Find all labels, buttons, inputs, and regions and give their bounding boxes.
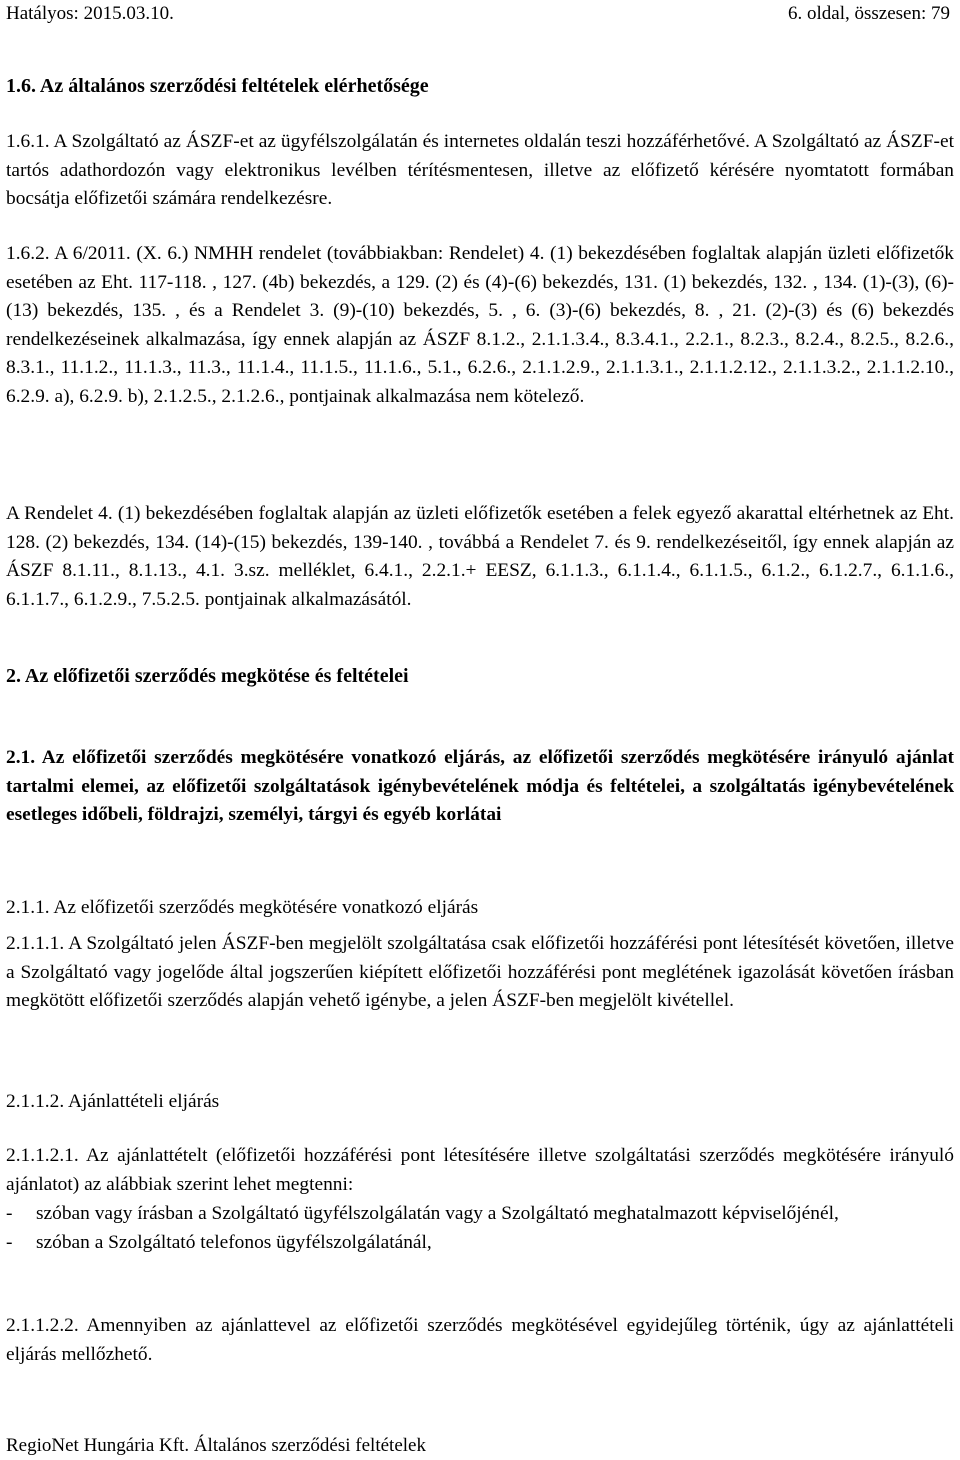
effective-date: Hatályos: 2015.03.10.: [6, 3, 174, 24]
section-2-1-1-1: 2.1.1.1. A Szolgáltató jelen ÁSZF-ben megjelölt szolgáltatása csak előfizetői hozzáférési pont létesítését követően, illetve a Szolgáltató vagy jogelőde által jogszerűen kiépített előfizetői hozzáférési pont meglétének igazolását követően írásban megkötött előfizetői szerződés alapján vehető igénybe, a jelen ÁSZF-ben megjelölt kivétellel.: [6, 933, 954, 1011]
section-2-1-1-2: 2.1.1.2. Ajánlattételi eljárás: [6, 1091, 220, 1112]
page-header: [6, 2, 954, 26]
footer-company: RegioNet Hungária Kft. Általános szerződési feltételek: [6, 1435, 426, 1456]
page-counter: 6. oldal, összesen: 79: [787, 3, 950, 24]
list-item: - szóban a Szolgáltató telefonos ügyfélszolgálatánál,: [6, 1229, 954, 1258]
page-footer: [6, 1434, 954, 1458]
section-2-1-title: 2.1. Az előfizetői szerződés megkötésére vonatkozó eljárás, az előfizetői szerződés megkötésére irányuló ajánlat tartalmi elemei, az előfizetői szolgáltatások igénybevételének módja és feltételei, a szolgáltatás igénybevételének esetleges időbeli, földrajzi, személyi, tárgyi és egyéb korlátai: [6, 747, 954, 825]
section-1-6-title: 1.6. Az általános szerződési feltételek elérhetősége: [6, 75, 429, 97]
section-2-1-1-2-1: 2.1.1.2.1. Az ajánlattételt (előfizetői hozzáférési pont létesítésére illetve szolgáltatási szerződés megkötésére irányuló ajánlatot) az alábbiak szerint lehet megtenni:: [6, 1145, 954, 1195]
rendelet-4-paragraph: A Rendelet 4. (1) bekezdésében foglaltak alapján az üzleti előfizetők esetében a felek egyező akarattal eltérhetnek az Eht. 128. (2) bekezdés, 134. (14)-(15) bekezdés, 139-140. , továbbá a Rendelet 7. és 9. rendelkezéseitől, így ennek alapján az ÁSZF 8.1.11., 8.1.13., 4.1. 3.sz. melléklet, 6.4.1., 2.2.1.+ EESZ, 6.1.1.3., 6.1.1.4., 6.1.1.5., 6.1.2., 6.1.2.7., 6.1.1.6., 6.1.1.7., 6.1.2.9., 7.5.2.5. pontjainak alkalmazásától.: [6, 503, 954, 610]
section-1-6-2: 1.6.2. A 6/2011. (X. 6.) NMHH rendelet (továbbiakban: Rendelet) 4. (1) bekezdésében foglaltak alapján üzleti előfizetők esetében az Eht. 117-118. , 127. (4b) bekezdés, a 129. (2) és (4)-(6) bekezdés, 131. (1) bekezdés, 132. , 134. (1)-(3), (6)-(13) bekezdés, 135. , és a Rendelet 3. (9)-(10) bekezdés, 5. , 6. (3)-(6) bekezdés, 8. , 21. (2)-(3) és (6) bekezdés rendelkezéseinek alkalmazása, így ennek alapján az ÁSZF 8.1.2., 2.1.1.3.4., 8.3.4.1., 2.2.1., 8.2.3., 8.2.4., 8.2.5., 8.2.6., 8.3.1., 11.1.2., 11.1.3., 11.3., 11.1.4., 11.1.5., 11.1.6., 5.1., 6.2.6., 2.1.1.2.9., 2.1.1.3.1., 2.1.1.2.12., 2.1.1.3.2., 2.1.1.2.10., 6.2.9. a), 6.2.9. b), 2.1.2.5., 2.1.2.6., pontjainak alkalmazása nem kötelező.: [6, 243, 954, 407]
section-2-1-1-2-2: 2.1.1.2.2. Amennyiben az ajánlattevel az előfizetői szerződés megkötésével egyidejűleg történik, úgy az ajánlattételi eljárás mellőzhető.: [6, 1315, 954, 1365]
offer-methods-list: [6, 1200, 954, 1257]
section-2-title: 2. Az előfizetői szerződés megkötése és feltételei: [6, 665, 409, 687]
list-item: - szóban vagy írásban a Szolgáltató ügyfélszolgálatán vagy a Szolgáltató meghatalmazott képviselőjénél,: [6, 1200, 954, 1229]
section-2-1-1: 2.1.1. Az előfizetői szerződés megkötésére vonatkozó eljárás: [6, 897, 479, 918]
section-1-6-1: 1.6.1. A Szolgáltató az ÁSZF-et az ügyfélszolgálatán és internetes oldalán teszi hozzáférhetővé. A Szolgáltató az ÁSZF-et tartós adathordozón vagy elektronikus levélben térítésmentesen, illetve az előfizető kérésére nyomtatott formában bocsátja előfizetői számára rendelkezésre.: [6, 131, 954, 209]
